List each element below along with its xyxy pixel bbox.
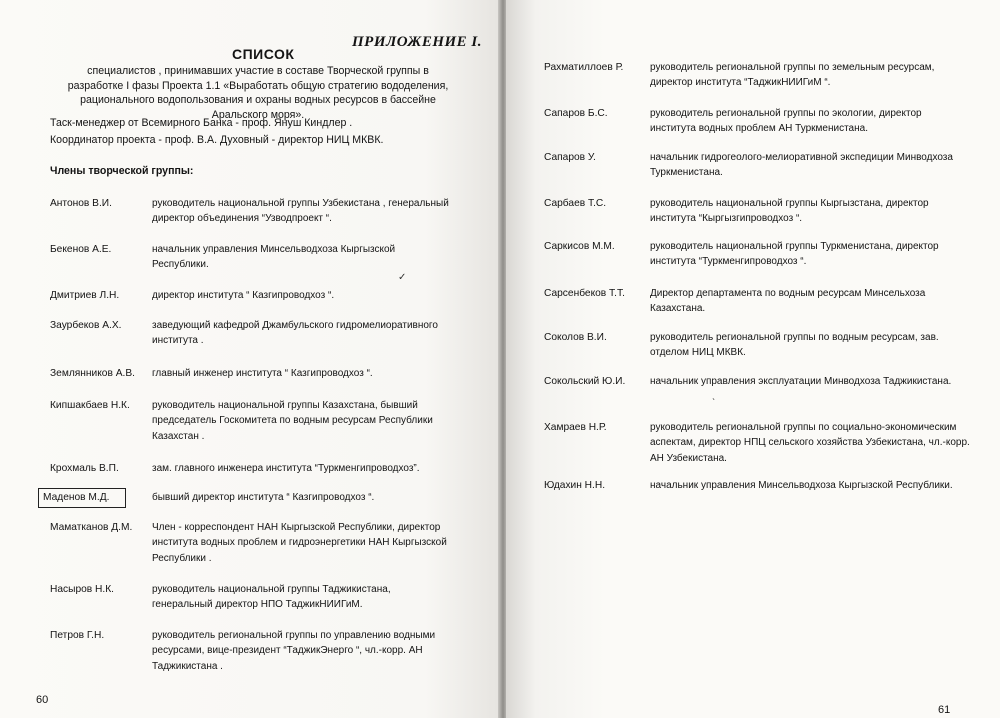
member-role: руководитель региональной группы по водным ресурсам, зав. отделом НИЦ МКВК. xyxy=(650,332,939,359)
member-role: Директор департамента по водным ресурсам Минсельхоза Казахстана. xyxy=(650,288,926,315)
appendix-heading: ПРИЛОЖЕНИЕ I. xyxy=(352,34,483,50)
member-name: Сапаров У. xyxy=(544,152,596,163)
member-role: начальник гидрогеолого-мелиоративной экспедиции Минводхоза Туркменистана. xyxy=(650,152,953,179)
member-role: руководитель региональной группы по социально-экономическим аспектам, директор НПЦ сельского хозяйства Узбекистана, чл.-корр. АН Узбекистана. xyxy=(650,422,970,464)
member-role: директор института “ Казгипроводхоз “. xyxy=(152,290,335,301)
member-name: Сарбаев Т.С. xyxy=(544,198,607,209)
member-name: Насыров Н.К. xyxy=(50,584,114,595)
member-name: Сапаров Б.С. xyxy=(544,108,608,119)
member-role: руководитель национальной группы Кыргызстана, директор института “Кыргызгипроводхоз “. xyxy=(650,198,929,225)
member-role: руководитель национальной группы Казахстана, бывший председатель Госкомитета по водным ресурсам Республики Казахстан . xyxy=(152,400,433,442)
member-name: Кипшакбаев Н.К. xyxy=(50,400,130,411)
member-role: начальник управления эксплуатации Минводхоза Таджикистана. xyxy=(650,376,952,387)
member-role: руководитель национальной группы Узбекистана , генеральный директор объединения “Узводпроект “. xyxy=(152,198,449,225)
ink-mark: ✓ xyxy=(398,272,407,283)
member-name: Рахматиллоев Р. xyxy=(544,62,624,73)
page-number: 61 xyxy=(938,704,951,716)
coordinator-line: Координатор проекта - проф. В.А. Духовный - директор НИЦ МКВК. xyxy=(50,134,384,146)
intro-paragraph: специалистов , принимавших участие в составе Творческой группы в разработке I фазы Проекта 1.1 «Выработать общую стратегию вододеления, рационального водопользования и охраны водных ресурсов в бассейне Аральского моря». xyxy=(67,65,449,121)
member-role: зам. главного инженера института “Туркменгипроводхоз”. xyxy=(152,463,420,474)
member-name: Хамраев Н.Р. xyxy=(544,422,607,433)
member-name: Маматканов Д.М. xyxy=(50,522,133,533)
member-name: Саркисов М.М. xyxy=(544,241,615,252)
right-page xyxy=(506,0,1000,718)
ink-mark: ˋ xyxy=(712,398,716,409)
member-role: главный инженер института “ Казгипроводхоз “. xyxy=(152,368,373,379)
page-number: 60 xyxy=(36,694,49,706)
member-role: руководитель региональной группы по экологии, директор института водных проблем АН Туркменистана. xyxy=(650,108,922,135)
member-role: руководитель национальной группы Туркменистана, директор института “Туркменгипроводхоз “. xyxy=(650,241,939,268)
member-role: начальник управления Минсельводхоза Кыргызской Республики. xyxy=(152,244,396,271)
member-name: Соколов В.И. xyxy=(544,332,607,343)
member-name: Землянников А.В. xyxy=(50,368,135,379)
member-role: бывший директор института “ Казгипроводхоз “. xyxy=(152,492,375,503)
member-name: Крохмаль В.П. xyxy=(50,463,119,474)
member-name: Бекенов А.Е. xyxy=(50,244,112,255)
member-name: Юдахин Н.Н. xyxy=(544,480,606,491)
member-role: заведующий кафедрой Джамбульского гидромелиоративного института . xyxy=(152,320,438,347)
member-name: Петров Г.Н. xyxy=(50,630,105,641)
member-name: Сокольский Ю.И. xyxy=(544,376,626,387)
member-name: Дмитриев Л.Н. xyxy=(50,290,120,301)
list-title: СПИСОК xyxy=(232,46,295,62)
member-role: руководитель региональной группы по земельным ресурсам, директор института “ТаджикНИИГиМ “. xyxy=(650,62,935,89)
member-role: Член - корреспондент НАН Кыргызской Республики, директор института водных проблем и гидроэнергетики НАН Кыргызской Республики . xyxy=(152,522,447,564)
members-heading: Члены творческой группы: xyxy=(50,165,194,177)
member-role: руководитель региональной группы по управлению водными ресурсами, вице-президент “ТаджикЭнерго “, чл.-корр. АН Таджикистана . xyxy=(152,630,436,672)
member-role: начальник управления Минсельводхоза Кыргызской Республики. xyxy=(650,480,953,491)
task-manager-line: Таск-менеджер от Всемирного Банка - проф. Януш Киндлер . xyxy=(50,117,353,129)
member-name: Заурбеков А.Х. xyxy=(50,320,122,331)
member-name: Сарсенбеков Т.Т. xyxy=(544,288,625,299)
member-name: Маденов М.Д. xyxy=(38,488,126,508)
member-role: руководитель национальной группы Таджикистана, генеральный директор НПО ТаджикНИИГиМ. xyxy=(152,584,391,611)
member-name: Антонов В.И. xyxy=(50,198,112,209)
